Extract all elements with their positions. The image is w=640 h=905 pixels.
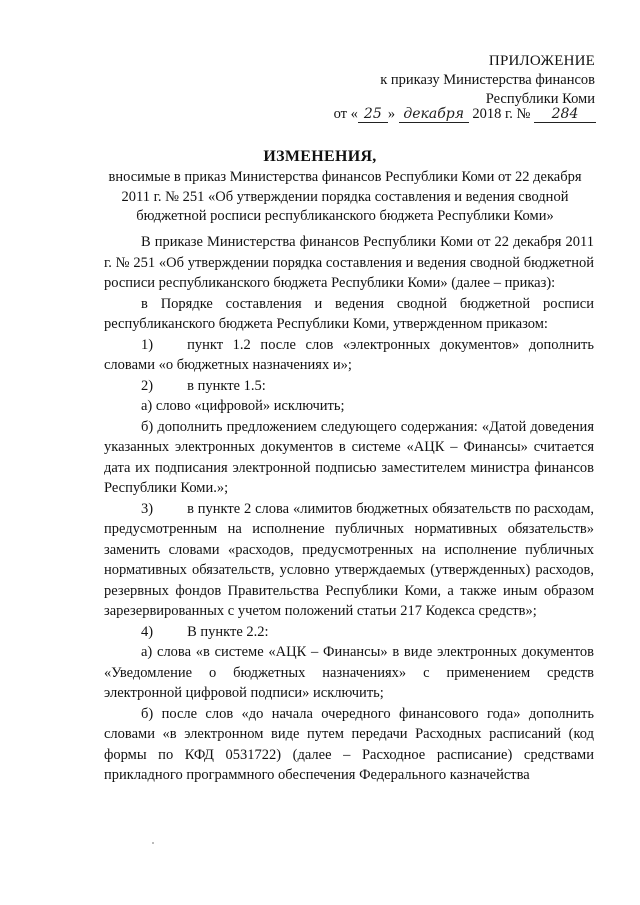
handwritten-order-number: 284 <box>534 107 596 123</box>
item-number: 4) <box>141 623 154 640</box>
paragraph: б) после слов «до начала очередного финансового года» дополнить словами «в электронном виде путем передачи Расходных расписаний (код формы по КФД 0531722) (далее – Расходное расписание) средствами прикладного программного обеспечения Федерального казначейства <box>104 705 594 783</box>
handwritten-month: декабря <box>399 107 469 123</box>
item-number: 1) <box>141 336 154 353</box>
numbered-paragraph <box>104 335 594 376</box>
paragraph: а) слово «цифровой» исключить; <box>141 398 345 414</box>
appendix-header <box>320 52 595 109</box>
paragraph: в Порядке составления и ведения сводной бюджетной росписи республиканского бюджета Республики Коми, утвержденном приказом: <box>104 295 594 332</box>
item-number: 3) <box>141 500 154 517</box>
numbered-paragraph <box>104 622 594 643</box>
paragraph: а) слова «в системе «АЦК – Финансы» в виде электронных документов «Уведомление о бюджетных назначениях» с применением средств электронной цифровой подписи» исключить; <box>104 644 594 701</box>
number-sign: № <box>516 106 531 122</box>
paragraph: б) дополнить предложением следующего содержания: «Датой доведения указанных электронных документов в системе «АЦК – Финансы» считается дата их подписания электронной подписью заместителем министра финансов Республики Коми.»; <box>104 418 594 496</box>
numbered-paragraph <box>104 376 594 397</box>
handwritten-day: 25 <box>358 107 388 123</box>
item-text: в пункте 1.5: <box>187 377 266 394</box>
item-text: в пункте 2 слова «лимитов бюджетных обязательств по расходам, предусмотренным на исполнение публичных нормативных обязательств» заменить словами «расходов, предусмотренных на исполнение публичных нормативных обязательств, условно утверждаемых (утвержденных) расходов, резервных фондов Правительства Республики Коми, а также иным образом зарезервированных с учетом положений статьи 217 Кодекса средств»; <box>104 500 594 619</box>
document-subtitle: вносимые в приказ Министерства финансов Республики Коми от 22 декабря 2011 г. № 251 «Об утверждении порядка составления и ведения сводной бюджетной росписи республиканского бюджета Республики Коми» <box>108 169 582 224</box>
appendix-republic: Республики Коми <box>485 91 595 107</box>
date-quote-close: » <box>387 106 396 122</box>
item-text: В пункте 2.2: <box>187 623 269 640</box>
document-body <box>104 232 594 786</box>
scan-speck <box>152 842 154 844</box>
item-number: 2) <box>141 377 154 394</box>
document-title: ИЗМЕНЕНИЯ, <box>263 148 377 165</box>
paragraph: В приказе Министерства финансов Республики Коми от 22 декабря 2011 г. № 251 «Об утверждении порядка составления и ведения сводной бюджетной росписи республиканского бюджета Республики Коми» (далее – приказ): <box>104 234 594 291</box>
appendix-title: ПРИЛОЖЕНИЕ <box>488 53 595 69</box>
appendix-order-ref: к приказу Министерства финансов <box>380 72 595 88</box>
order-year: 2018 г. <box>472 106 513 122</box>
date-prefix: от « <box>333 106 358 122</box>
item-text: пункт 1.2 после слов «электронных документов» дополнить словами «о бюджетных назначениях и»; <box>104 336 594 373</box>
order-date-line <box>334 106 596 123</box>
numbered-paragraph <box>104 499 594 622</box>
